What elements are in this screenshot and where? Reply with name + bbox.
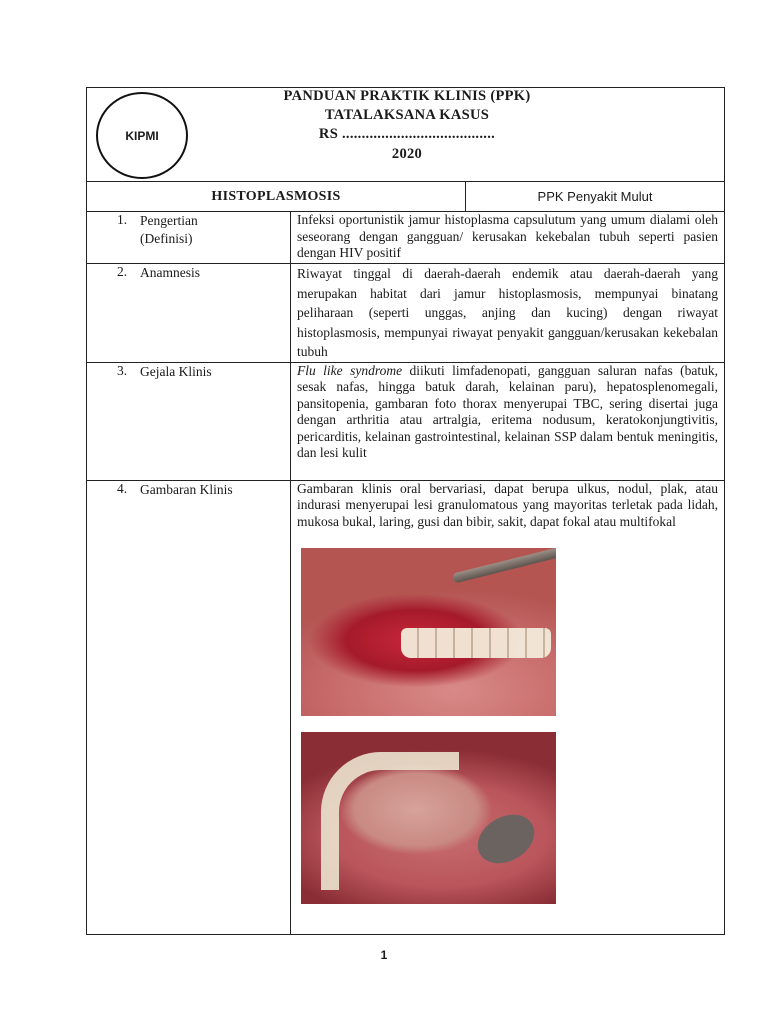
ppk-table — [86, 211, 725, 935]
row-number: 4. — [117, 480, 128, 496]
row-label — [87, 480, 291, 934]
row-label-line: (Definisi) — [140, 231, 193, 246]
row-label — [87, 264, 291, 363]
row-content: Riwayat tinggal di daerah-daerah endemik atau daerah-daerah yang merupakan habitat dari jamur histoplasmosis, mempunyai binatang peliharaan (seperti unggas, anjing dan kucing) dengan riwayat histoplasmosis, mempunyai riwayat penyakit gangguan/kerusakan kekebalan tubuh — [291, 264, 725, 363]
dental-mirror-graphic — [452, 548, 556, 584]
row-label-line: Anamnesis — [140, 265, 200, 280]
row-number: 3. — [117, 362, 128, 378]
teeth-graphic — [321, 752, 459, 890]
italic-term: Flu like syndrome — [297, 362, 403, 378]
document-page — [86, 87, 726, 933]
page-number: 1 — [380, 948, 388, 962]
row-label — [87, 362, 291, 480]
clinical-photo-oral-mucosa — [301, 732, 556, 904]
row-content — [291, 362, 725, 480]
row-number: 1. — [117, 212, 128, 227]
topic-category: PPK Penyakit Mulut — [537, 189, 653, 204]
table-row — [87, 212, 725, 264]
title-year: 2020 — [391, 146, 423, 162]
row-content: Gambaran klinis oral bervariasi, dapat berupa ulkus, nodul, plak, atau indurasi menyerupai lesi granulomatous yang mayoritas terletak pada lidah, mukosa bukal, laring, gusi dan bibir, sakit, dapat fokal atau multifokal — [297, 480, 718, 529]
clinical-photo-gingiva — [301, 548, 556, 716]
logo-text: KIPMI — [125, 128, 159, 143]
table-row — [87, 480, 725, 934]
title-line-3: RS ....................................... — [318, 126, 496, 142]
row-number: 2. — [117, 264, 128, 279]
row-label — [87, 212, 291, 264]
kipmi-logo — [96, 92, 188, 179]
row-label-line: Gejala Klinis — [140, 363, 212, 379]
table-row — [87, 362, 725, 480]
row-label-line: Pengertian — [140, 213, 198, 228]
title-line-2: TATALAKSANA KASUS — [324, 107, 490, 123]
row-label-line: Gambaran Klinis — [140, 481, 233, 497]
table-row — [87, 264, 725, 363]
row-content-text: diikuti limfadenopati, gangguan saluran nafas (batuk, sesak nafas, hingga batuk darah, kelainan paru), hepatosplenomegali, pansitopenia, gambaran foto thorax menyerupai TBC, sering disertai juga dengan arthritia atau artralgia, eritema nodusum, keratokonjungtivitis, pericarditis, kelainan gastrointestinal, kelainan SSP dalam bentuk meningitis, dan lesi kulit — [297, 362, 718, 460]
topic-row — [86, 181, 725, 212]
dental-instrument-graphic — [469, 805, 543, 873]
document-header — [86, 87, 725, 182]
title-line-1: PANDUAN PRAKTIK KLINIS (PPK) — [283, 88, 531, 104]
row-content-with-photos — [291, 480, 725, 934]
teeth-graphic — [401, 628, 551, 658]
topic-name: HISTOPLASMOSIS — [87, 182, 466, 211]
row-content: Infeksi oportunistik jamur histoplasma capsulutum yang umum dialami oleh seseorang dengan gangguan/ kerusakan kekebalan tubuh seperti pasien dengan HIV positif — [291, 212, 725, 264]
